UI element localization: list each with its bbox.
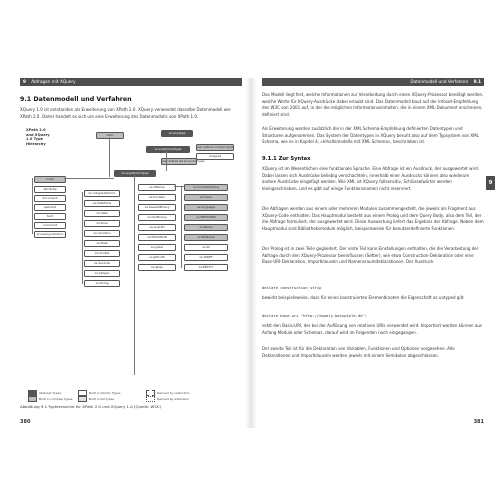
legend-item: Built in list types bbox=[78, 396, 114, 402]
node-comment: comment bbox=[34, 222, 66, 229]
node-atomic: xs:ENTITY bbox=[184, 264, 228, 271]
right-page bbox=[262, 78, 484, 428]
node-atomic: xs:integer bbox=[84, 270, 120, 277]
node-atomic: xs:Name bbox=[184, 224, 228, 231]
node-atomic: xs:NMTOKEN bbox=[184, 214, 228, 221]
node-atomic: xs:double bbox=[84, 250, 120, 257]
body-paragraph: Der Prolog ist in zwei Teile gegliedert. Der erste Teil kann Einstellungen enthalten, die die Verarbeitung der Abfrage durch den XQuery-Prozessor beeinflussen (Setter), wie etwa Construction-Deklaration oder eine Base-URI-Deklaration, Importklauseln und Namensraumdeklarationen. Der Ausdruck bbox=[262, 246, 479, 265]
connector bbox=[82, 192, 83, 284]
node-atomic: xs:gDay bbox=[138, 264, 176, 271]
diagram-title: XPath 2.0 and XQuery 1.0 Type Hierarchy bbox=[26, 128, 50, 146]
legend-item: Built-in Atomic Types bbox=[78, 390, 120, 396]
node-element: element bbox=[34, 204, 66, 211]
connector bbox=[109, 137, 110, 177]
node-untyped: untyped bbox=[196, 153, 234, 160]
right-page-header bbox=[262, 78, 484, 86]
node-text: text bbox=[34, 213, 66, 220]
node-pi: processing-instruction bbox=[34, 231, 66, 238]
node-atomic: xs:decimal bbox=[84, 260, 120, 267]
connector bbox=[64, 178, 114, 179]
connector bbox=[134, 175, 135, 375]
intro-paragraph: XQuery 1.0 ist entstanden als Erweiterung von XPath 2.0. XQuery verwendet dasselbe Datenmodell wie XPath 2.0. Daher handelt es sich um eine Erweiterung des Datenmodells von XPath 1.0. bbox=[20, 107, 231, 119]
node-user-list-union: user defined list and union types bbox=[162, 160, 205, 163]
page-number-left: 380 bbox=[20, 419, 31, 425]
node-anyatomictype: xs:anyAtomicType bbox=[114, 170, 156, 177]
legend-item: Derived by extension bbox=[146, 396, 189, 402]
node-anytype: xs:anyType bbox=[161, 130, 193, 137]
chapter-title: Abfragen mit XQuery bbox=[31, 79, 76, 84]
node-atomic: xs:boolean bbox=[138, 194, 176, 201]
connector bbox=[32, 178, 33, 234]
node-atomic: xs:duration bbox=[84, 230, 120, 237]
node-anysimpletype: xs:anySimpleType bbox=[146, 146, 190, 153]
subsection-heading: 9.1.1 Zur Syntax bbox=[262, 156, 311, 162]
node-atomic: xs:hexBinary bbox=[138, 214, 176, 221]
left-page bbox=[20, 78, 242, 428]
legend-item: Built in complex types bbox=[28, 396, 72, 402]
node-item: item bbox=[96, 132, 124, 139]
section-header-number: 9.1 bbox=[473, 79, 481, 84]
node-atomic: xs:language bbox=[184, 204, 228, 211]
node-atomic: xs:QName bbox=[138, 184, 176, 191]
node-atomic: xs:IDREF bbox=[184, 254, 228, 261]
node-atomic: xs:anyURI bbox=[138, 224, 176, 231]
connector bbox=[166, 151, 167, 171]
body-paragraph: XQuery ist im Wesentlichen eine funktionale Sprache. Eine Abfrage ist ein Ausdruck, der ausgewertet wird. Dabei lassen sich Ausdrücke beliebig verschachteln, innerhalb einer Ausdrucks können also wiederum andere Ausdrücke eingefügt werden. Wie XML ist XQuery fallsensitiv, Schlüsselwörter werden kleingeschrieben, und es gibt auf einige Funktionsnamen nicht reserviert. bbox=[262, 166, 480, 191]
body-paragraph: Die Abfragen werden aus einem oder mehreren Modulen zusammengestellt, die jeweils als Fragment aus XQuery-Code enthalten. Das Hauptmodul besteht aus einem Prolog und dem Query Body, also dem Teil, der die Abfrage formuliert, der ausgewertet wird. Diese Auswertung liefert das Ergebnis der Abfrage. Neben dem Hauptmodul sind Bibliotheksmodule möglich, beispielsweise für benutzerdefinierte Funktionen. bbox=[262, 206, 484, 231]
node-atomic: xs:base64Binary bbox=[138, 204, 176, 211]
code-line: declare base-uri "http://xquery-beispiele.de"; bbox=[262, 313, 368, 318]
node-atomic: xs:normalizedString bbox=[184, 184, 228, 191]
body-paragraph: setzt den Basis-URI, der bei der Auflösung von relativen URIs verwendet wird. Importiert werden können aus Anfang Module oder Schemas, darauf wird im Folgenden noch eingegangen. bbox=[262, 323, 483, 335]
node-atomic: xs:gYear bbox=[138, 244, 176, 251]
node-atomic: xs:time bbox=[84, 220, 120, 227]
body-paragraph: Das Modell liegt fest, welche Informationen zur Verarbeitung durch einen XQuery-Prozessor benötigt werden, welche Werte für XQuery-Ausdrücke dabei erlaubt sind. Das Datenmodell baut auf der Infoset-Empfehlung des W3C von 2001 auf, in der die möglichen Informationseinheiten, die in einem XML-Dokument erscheinen, definiert sind. bbox=[262, 92, 484, 117]
section-header-title: Datenmodell und Verfahren bbox=[410, 79, 469, 84]
chapter-number: 9 bbox=[23, 79, 26, 84]
legend-item: Abstract Types bbox=[28, 390, 61, 396]
node-atomic: xs:NOTATION bbox=[138, 234, 176, 241]
node-atomic: xs:dateTime bbox=[84, 200, 120, 207]
figure-caption: Abbildung 9.1 Typhierarchie für XPath 2.0 und XQuery 1.0 (Quelle: W3C) bbox=[20, 404, 162, 409]
node-atomic: xs:NCName bbox=[184, 234, 228, 241]
connector bbox=[174, 186, 184, 187]
body-paragraph: bewirkt beispielsweise, dass für einen konstruierten Elementknoten die Eigenschaft as untyped gilt. bbox=[262, 295, 465, 300]
page-number-right: 381 bbox=[473, 419, 484, 425]
body-paragraph: Der zweite Teil ist für die Deklaration von Variablen, Funktionen und Optionen vorgesehen. Alle Deklarationen und Importklauseln werden jeweils mit einem Semikolon abgeschlossen. bbox=[262, 346, 455, 358]
node-atomic: xs:date bbox=[84, 210, 120, 217]
type-hierarchy-diagram bbox=[26, 128, 236, 401]
node-atomic: xs:ID bbox=[184, 244, 228, 251]
node-atomic: xs:gMonth bbox=[138, 254, 176, 261]
node-document: document bbox=[34, 195, 66, 202]
code-line: declare construction strip bbox=[262, 285, 322, 290]
node-atomic: xs:token bbox=[184, 194, 228, 201]
section-heading: 9.1 Datenmodell und Verfahren bbox=[20, 96, 132, 103]
book-gutter bbox=[245, 78, 257, 428]
chapter-thumb-tab: 9 bbox=[486, 176, 495, 190]
node-user-complex: user defined complex types bbox=[197, 146, 234, 149]
connector bbox=[181, 186, 182, 268]
node-atomic: xs:string bbox=[84, 280, 120, 287]
body-paragraph: Als Erweiterung werden zusätzlich die in der XML Schema-Empfehlung definierten Datentypen und Strukturen aufgenommen. Das System der Datentypen in XQuery beruht also auf dem Typsystem von XML Schema, wie es in Kapitel 4, »Inhaltsmodelle mit XML Schema«, beschrieben ist. bbox=[262, 126, 479, 145]
node-atomic: xs:untypedAtomic bbox=[84, 190, 120, 197]
node-node: node bbox=[34, 176, 66, 183]
legend-item: Derived by restriction bbox=[146, 390, 190, 396]
node-atomic: xs:float bbox=[84, 240, 120, 247]
left-page-header bbox=[20, 78, 242, 86]
node-attribute: attribute bbox=[34, 186, 66, 193]
